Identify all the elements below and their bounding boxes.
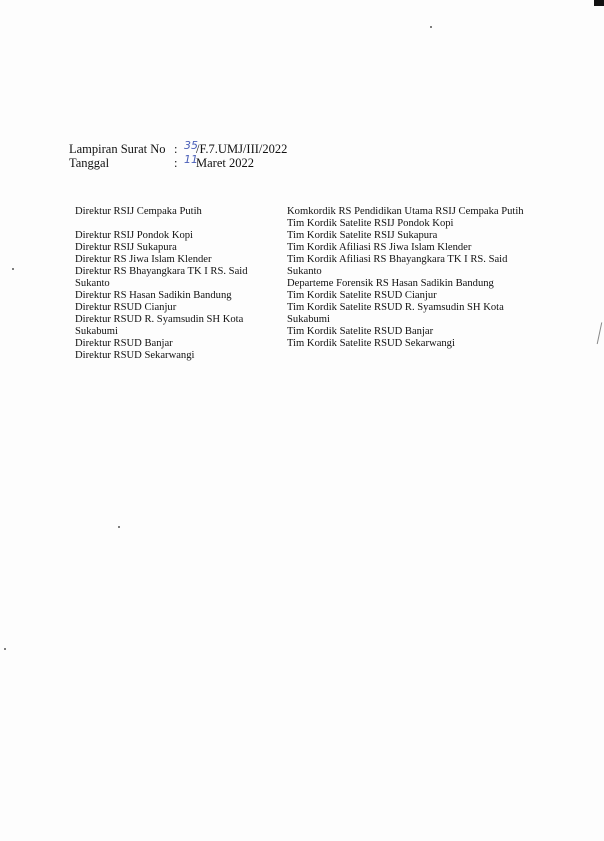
list-item: Direktur RS Bhayangkara TK I RS. Said Sukanto <box>75 266 248 289</box>
list-item: Direktur RSIJ Pondok Kopi <box>75 230 194 241</box>
scan-speck <box>12 268 14 270</box>
scan-corner-mark <box>594 0 604 6</box>
date-label: Tanggal <box>69 156 110 170</box>
list-item: Tim Kordik Satelite RSUD Sekarwangi <box>287 338 455 349</box>
recipient-coordinators-list <box>287 206 537 350</box>
list-item: Tim Kordik Satelite RSUD R. Syamsudin SH Kota Sukabumi <box>287 302 504 325</box>
scan-speck <box>4 648 6 650</box>
list-item: Direktur RSUD Cianjur <box>75 302 177 313</box>
list-item: Direktur RSIJ Sukapura <box>75 242 177 253</box>
list-item: Tim Kordik Satelite RSIJ Pondok Kopi <box>287 218 454 229</box>
letter-number-row <box>69 139 288 156</box>
list-item: Direktur RSIJ Cempaka Putih <box>75 206 202 217</box>
colon: : <box>174 142 178 156</box>
handwritten-day: 11 <box>184 153 198 166</box>
list-item: Tim Kordik Afiliasi RS Jiwa Islam Klender <box>287 242 472 253</box>
list-item: Direktur RSUD Sekarwangi <box>75 350 195 361</box>
date-row <box>69 153 287 170</box>
list-item: Direktur RSUD Banjar <box>75 338 173 349</box>
list-item: Direktur RS Hasan Sadikin Bandung <box>75 290 232 301</box>
list-item: Departeme Forensik RS Hasan Sadikin Bandung <box>287 278 494 289</box>
recipient-directors-list <box>75 206 275 362</box>
letter-number-value: /F.7.UMJ/III/2022 <box>196 142 288 156</box>
list-item: Tim Kordik Satelite RSUD Cianjur <box>287 290 437 301</box>
scan-speck <box>118 526 120 528</box>
date-value: Maret 2022 <box>196 156 254 170</box>
list-item: Komkordik RS Pendidikan Utama RSIJ Cempaka Putih <box>287 206 524 217</box>
scan-edge-mark <box>595 322 603 344</box>
colon: : <box>174 156 178 170</box>
list-item: Direktur RS Jiwa Islam Klender <box>75 254 212 265</box>
handwritten-letter-number: 35 <box>184 139 198 152</box>
list-item: Direktur RSUD R. Syamsudin SH Kota Sukabumi <box>75 314 244 337</box>
list-item: Tim Kordik Satelite RSUD Banjar <box>287 326 434 337</box>
scan-speck <box>430 26 432 28</box>
list-item: Tim Kordik Satelite RSIJ Sukapura <box>287 230 438 241</box>
letter-number-label: Lampiran Surat No <box>69 142 166 156</box>
attachment-header <box>69 139 288 170</box>
list-item: Tim Kordik Afiliasi RS Bhayangkara TK I RS. Said Sukanto <box>287 254 508 277</box>
